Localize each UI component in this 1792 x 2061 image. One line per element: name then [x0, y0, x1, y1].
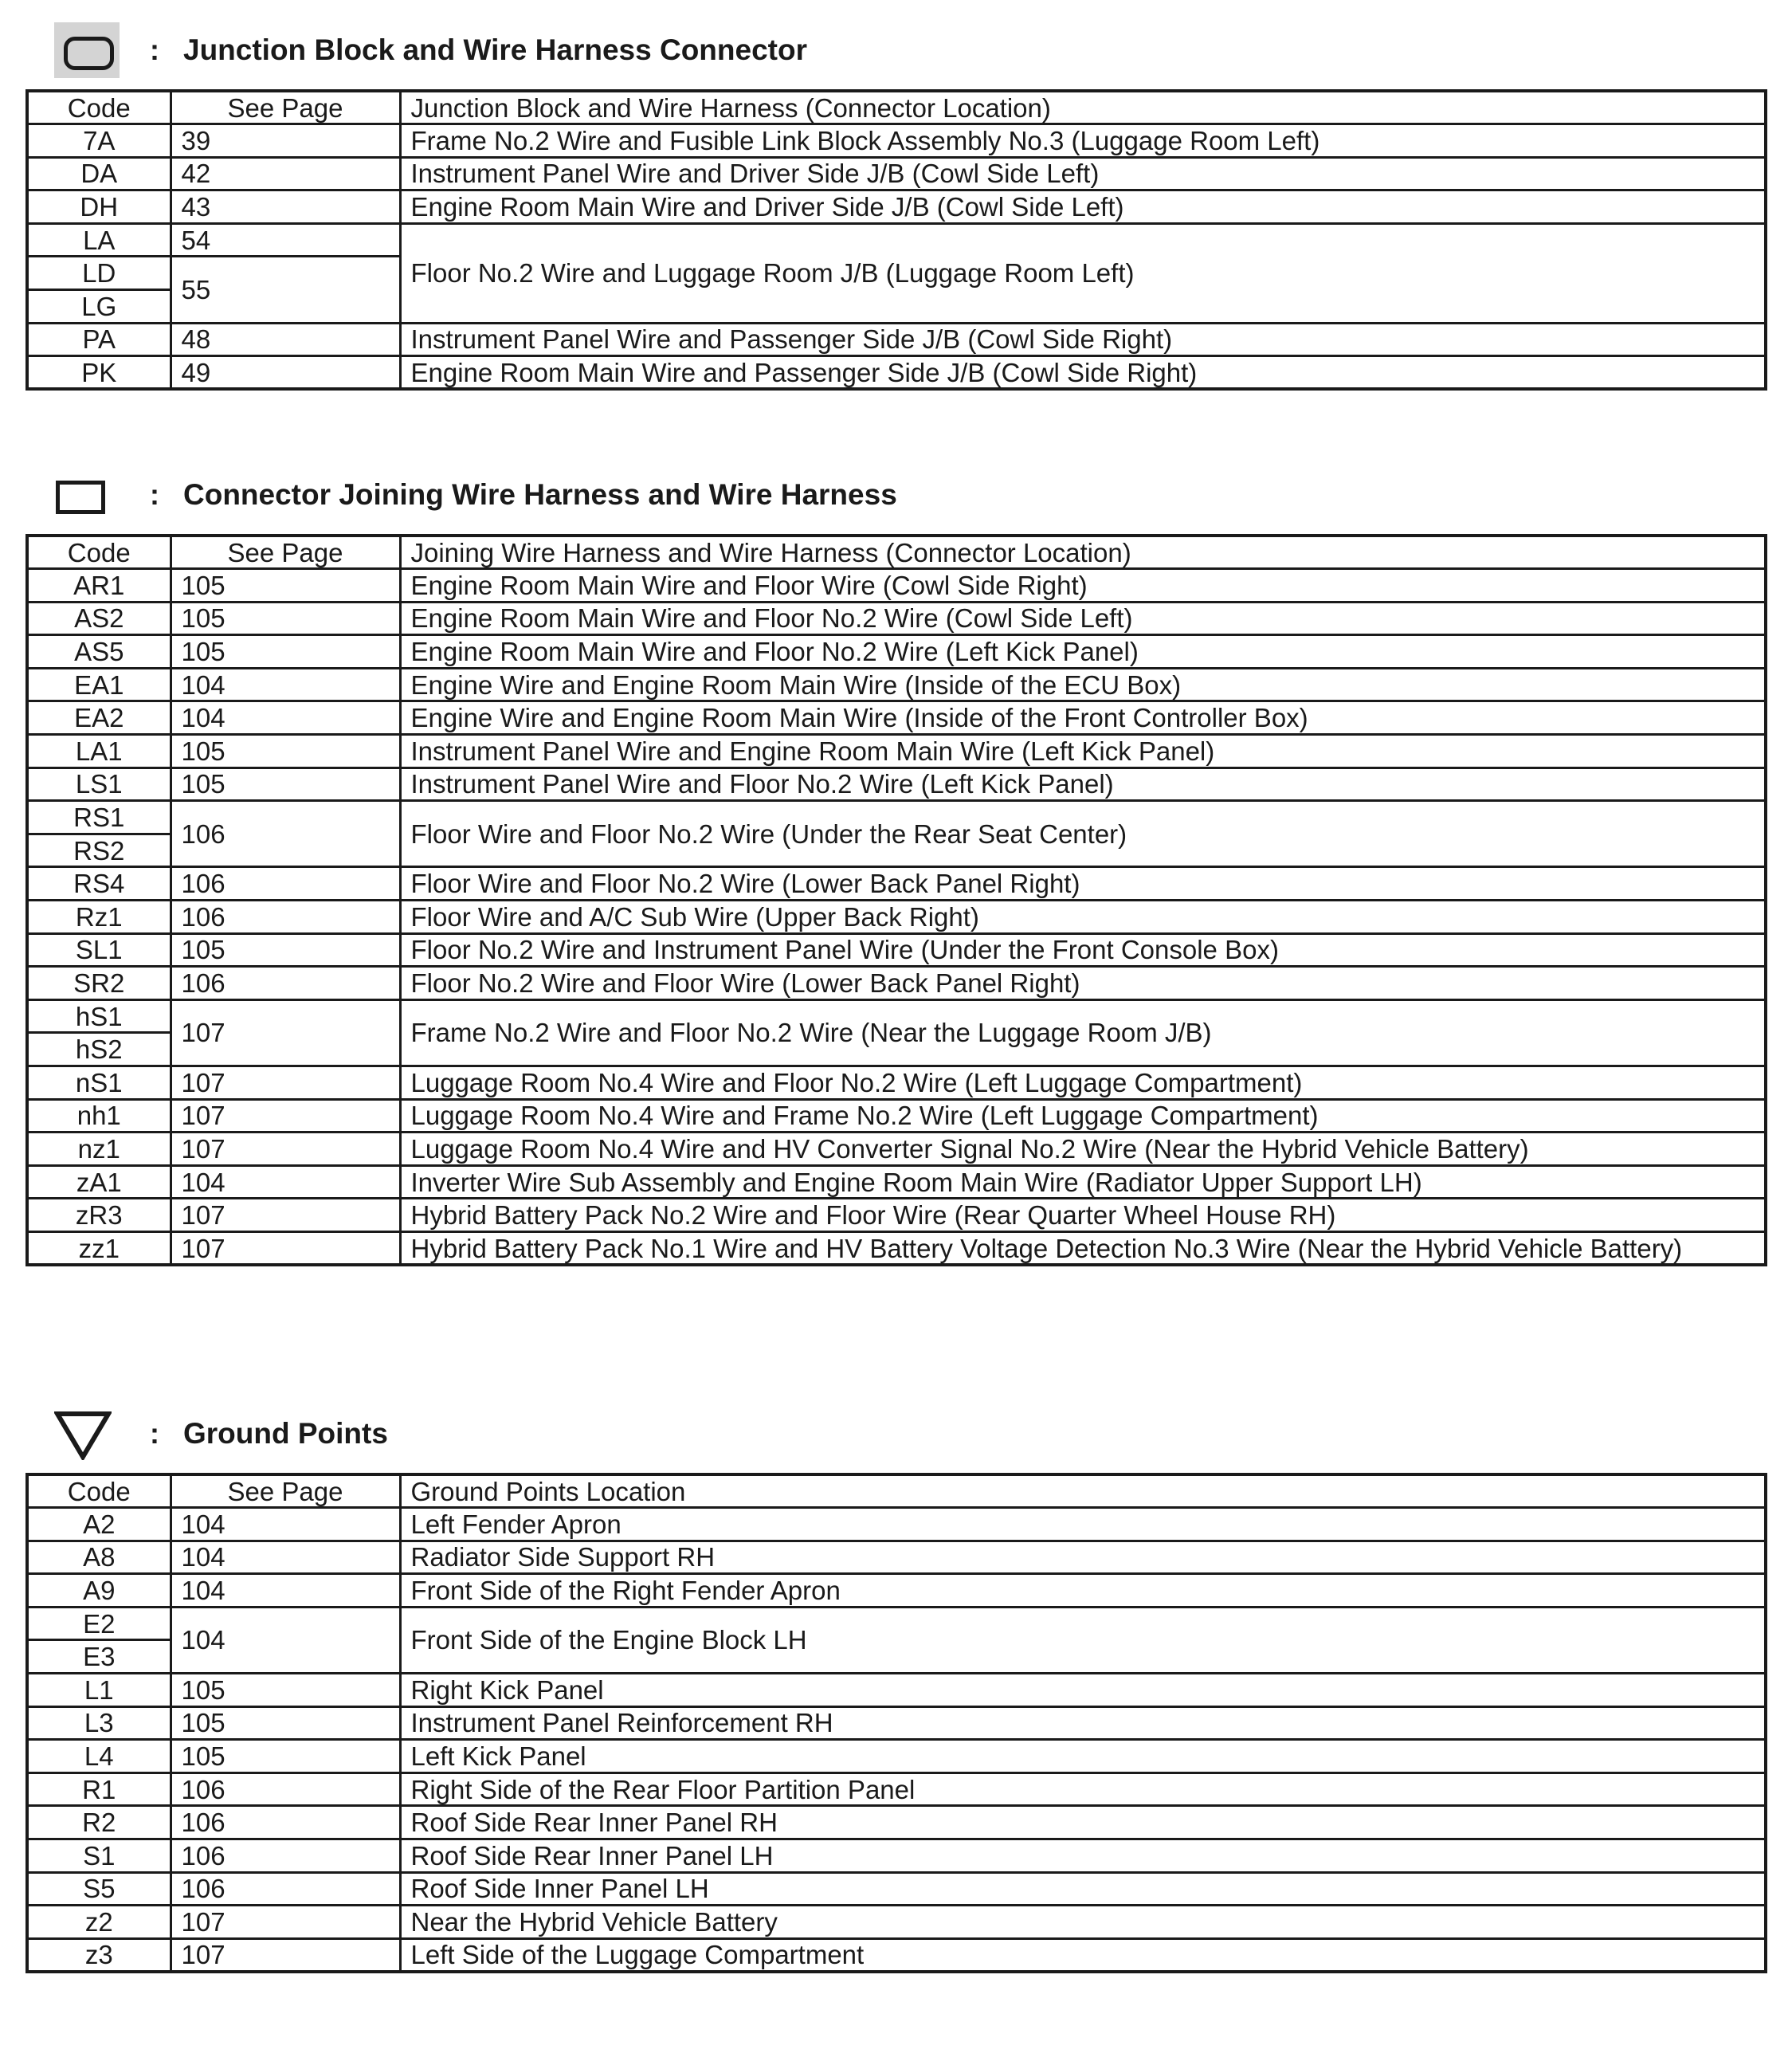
- header-code: Code: [27, 91, 171, 124]
- row-page: 104: [171, 668, 400, 701]
- row-description: Roof Side Inner Panel LH: [400, 1872, 1766, 1906]
- table-row: [27, 1906, 1766, 1939]
- row-description: Inverter Wire Sub Assembly and Engine Room Main Wire (Radiator Upper Support LH): [400, 1165, 1766, 1199]
- row-description: Engine Room Main Wire and Passenger Side J/B (Cowl Side Right): [400, 356, 1766, 390]
- table-row: [27, 157, 1766, 190]
- row-description: Engine Room Main Wire and Floor No.2 Wire (Cowl Side Left): [400, 602, 1766, 635]
- header-page: See Page: [171, 91, 400, 124]
- joining-section-title: Connector Joining Wire Harness and Wire Harness: [183, 478, 897, 511]
- row-code: A2: [27, 1508, 171, 1541]
- ground-colon: :: [150, 1417, 159, 1450]
- row-code: SL1: [27, 933, 171, 967]
- table-row: [27, 1706, 1766, 1740]
- row-page: 106: [171, 1839, 400, 1873]
- square-box-icon: [56, 481, 105, 514]
- row-code: nh1: [27, 1099, 171, 1133]
- row-description: Left Kick Panel: [400, 1740, 1766, 1773]
- row-code: zz1: [27, 1231, 171, 1265]
- row-code: z3: [27, 1938, 171, 1972]
- table-row: [27, 1674, 1766, 1707]
- table-row: [27, 323, 1766, 356]
- row-page: 107: [171, 1133, 400, 1166]
- row-description: Roof Side Rear Inner Panel LH: [400, 1839, 1766, 1873]
- row-page: 39: [171, 124, 400, 158]
- row-description: Floor No.2 Wire and Floor Wire (Lower Back Panel Right): [400, 967, 1766, 1000]
- row-page: 43: [171, 190, 400, 224]
- row-page: 49: [171, 356, 400, 390]
- row-page: 106: [171, 967, 400, 1000]
- row-description: Floor No.2 Wire and Luggage Room J/B (Luggage Room Left): [400, 223, 1766, 323]
- table-row: [27, 1231, 1766, 1265]
- row-code: hS2: [27, 1033, 171, 1066]
- row-description: Floor Wire and A/C Sub Wire (Upper Back Right): [400, 901, 1766, 934]
- row-description: Frame No.2 Wire and Floor No.2 Wire (Near the Luggage Room J/B): [400, 999, 1766, 1066]
- row-code: L1: [27, 1674, 171, 1707]
- row-code: L3: [27, 1706, 171, 1740]
- row-page: 107: [171, 1066, 400, 1100]
- row-page: 55: [171, 257, 400, 323]
- table-row: [27, 635, 1766, 669]
- row-code: zR3: [27, 1199, 171, 1232]
- row-code: LS1: [27, 767, 171, 801]
- table-row: [27, 1839, 1766, 1873]
- row-code: RS2: [27, 834, 171, 867]
- row-code: R1: [27, 1772, 171, 1806]
- row-description: Luggage Room No.4 Wire and HV Converter Signal No.2 Wire (Near the Hybrid Vehicle Battery): [400, 1133, 1766, 1166]
- table-row: [27, 1872, 1766, 1906]
- row-description: Engine Room Main Wire and Floor Wire (Cowl Side Right): [400, 569, 1766, 603]
- row-code: E2: [27, 1607, 171, 1640]
- row-code: A8: [27, 1541, 171, 1574]
- junction-colon: :: [150, 33, 159, 66]
- row-page: 106: [171, 1772, 400, 1806]
- table-row: [27, 1199, 1766, 1232]
- row-page: 54: [171, 223, 400, 257]
- ground-point-symbol-icon: [54, 1411, 112, 1460]
- row-code: zA1: [27, 1165, 171, 1199]
- row-page: 48: [171, 323, 400, 356]
- row-description: Instrument Panel Wire and Driver Side J/B (Cowl Side Left): [400, 157, 1766, 190]
- row-code: A9: [27, 1574, 171, 1608]
- row-description: Instrument Panel Reinforcement RH: [400, 1706, 1766, 1740]
- row-page: 105: [171, 1740, 400, 1773]
- rounded-rect-icon: [64, 37, 114, 70]
- table-row: [27, 1541, 1766, 1574]
- row-page: 107: [171, 999, 400, 1066]
- table-header-row: [27, 91, 1766, 124]
- row-page: 107: [171, 1906, 400, 1939]
- row-code: nS1: [27, 1066, 171, 1100]
- table-row: [27, 1508, 1766, 1541]
- row-page: 104: [171, 1508, 400, 1541]
- row-description: Front Side of the Engine Block LH: [400, 1607, 1766, 1673]
- row-description: Instrument Panel Wire and Floor No.2 Wire (Left Kick Panel): [400, 767, 1766, 801]
- table-row: [27, 1938, 1766, 1972]
- row-code: EA2: [27, 701, 171, 735]
- row-page: 105: [171, 602, 400, 635]
- table-row: [27, 867, 1766, 901]
- row-code: LG: [27, 290, 171, 324]
- row-code: DH: [27, 190, 171, 224]
- row-page: 107: [171, 1938, 400, 1972]
- row-page: 104: [171, 701, 400, 735]
- row-code: EA1: [27, 668, 171, 701]
- table-row: [27, 801, 1766, 834]
- row-page: 106: [171, 901, 400, 934]
- row-page: 106: [171, 801, 400, 867]
- table-row: [27, 1607, 1766, 1640]
- table-row: [27, 124, 1766, 158]
- row-page: 105: [171, 767, 400, 801]
- row-description: Instrument Panel Wire and Passenger Side J/B (Cowl Side Right): [400, 323, 1766, 356]
- row-description: Floor No.2 Wire and Instrument Panel Wire (Under the Front Console Box): [400, 933, 1766, 967]
- table-row: [27, 1133, 1766, 1166]
- row-page: 105: [171, 569, 400, 603]
- row-code: AS5: [27, 635, 171, 669]
- row-code: LA: [27, 223, 171, 257]
- table-row: [27, 1806, 1766, 1839]
- table-row: [27, 1740, 1766, 1773]
- junction-table: [25, 89, 1767, 391]
- row-page: 106: [171, 1872, 400, 1906]
- row-page: 106: [171, 1806, 400, 1839]
- header-page: See Page: [171, 1474, 400, 1508]
- row-code: Rz1: [27, 901, 171, 934]
- row-code: 7A: [27, 124, 171, 158]
- row-code: AR1: [27, 569, 171, 603]
- row-description: Left Fender Apron: [400, 1508, 1766, 1541]
- row-code: RS4: [27, 867, 171, 901]
- row-description: Near the Hybrid Vehicle Battery: [400, 1906, 1766, 1939]
- table-row: [27, 1772, 1766, 1806]
- row-description: Hybrid Battery Pack No.1 Wire and HV Battery Voltage Detection No.3 Wire (Near the Hybrid Vehicle Battery): [400, 1231, 1766, 1265]
- row-code: S5: [27, 1872, 171, 1906]
- table-row: [27, 668, 1766, 701]
- table-row: [27, 356, 1766, 390]
- table-row: [27, 190, 1766, 224]
- row-page: 106: [171, 867, 400, 901]
- row-code: DA: [27, 157, 171, 190]
- row-page: 104: [171, 1541, 400, 1574]
- row-description: Luggage Room No.4 Wire and Floor No.2 Wire (Left Luggage Compartment): [400, 1066, 1766, 1100]
- row-code: R2: [27, 1806, 171, 1839]
- row-page: 104: [171, 1607, 400, 1673]
- header-description: Junction Block and Wire Harness (Connector Location): [400, 91, 1766, 124]
- row-page: 107: [171, 1099, 400, 1133]
- table-header-row: [27, 1474, 1766, 1508]
- joining-table: [25, 534, 1767, 1266]
- row-code: AS2: [27, 602, 171, 635]
- header-code: Code: [27, 1474, 171, 1508]
- row-description: Right Kick Panel: [400, 1674, 1766, 1707]
- row-page: 105: [171, 635, 400, 669]
- row-code: L4: [27, 1740, 171, 1773]
- row-code: SR2: [27, 967, 171, 1000]
- header-page: See Page: [171, 536, 400, 569]
- row-code: z2: [27, 1906, 171, 1939]
- ground-section-title: Ground Points: [183, 1417, 388, 1450]
- row-code: nz1: [27, 1133, 171, 1166]
- table-row: [27, 735, 1766, 768]
- row-description: Luggage Room No.4 Wire and Frame No.2 Wire (Left Luggage Compartment): [400, 1099, 1766, 1133]
- table-row: [27, 1165, 1766, 1199]
- header-description: Joining Wire Harness and Wire Harness (Connector Location): [400, 536, 1766, 569]
- table-row: [27, 1099, 1766, 1133]
- joining-colon: :: [150, 478, 159, 511]
- table-row: [27, 223, 1766, 257]
- row-code: hS1: [27, 999, 171, 1033]
- row-page: 104: [171, 1165, 400, 1199]
- row-description: Left Side of the Luggage Compartment: [400, 1938, 1766, 1972]
- row-code: LA1: [27, 735, 171, 768]
- table-row: [27, 701, 1766, 735]
- table-row: [27, 901, 1766, 934]
- table-row: [27, 967, 1766, 1000]
- header-code: Code: [27, 536, 171, 569]
- row-code: PA: [27, 323, 171, 356]
- table-row: [27, 999, 1766, 1033]
- row-page: 107: [171, 1199, 400, 1232]
- row-description: Engine Wire and Engine Room Main Wire (Inside of the ECU Box): [400, 668, 1766, 701]
- table-row: [27, 933, 1766, 967]
- row-code: E3: [27, 1640, 171, 1674]
- header-description: Ground Points Location: [400, 1474, 1766, 1508]
- row-description: Floor Wire and Floor No.2 Wire (Under the Rear Seat Center): [400, 801, 1766, 867]
- row-code: S1: [27, 1839, 171, 1873]
- table-row: [27, 767, 1766, 801]
- junction-block-symbol-icon: [54, 22, 120, 78]
- table-row: [27, 1574, 1766, 1608]
- row-code: LD: [27, 257, 171, 290]
- row-description: Engine Room Main Wire and Floor No.2 Wire (Left Kick Panel): [400, 635, 1766, 669]
- row-description: Engine Wire and Engine Room Main Wire (Inside of the Front Controller Box): [400, 701, 1766, 735]
- row-description: Hybrid Battery Pack No.2 Wire and Floor Wire (Rear Quarter Wheel House RH): [400, 1199, 1766, 1232]
- row-description: Floor Wire and Floor No.2 Wire (Lower Back Panel Right): [400, 867, 1766, 901]
- row-code: PK: [27, 356, 171, 390]
- row-description: Instrument Panel Wire and Engine Room Main Wire (Left Kick Panel): [400, 735, 1766, 768]
- row-page: 105: [171, 1706, 400, 1740]
- row-page: 42: [171, 157, 400, 190]
- row-page: 105: [171, 1674, 400, 1707]
- table-row: [27, 602, 1766, 635]
- row-description: Engine Room Main Wire and Driver Side J/B (Cowl Side Left): [400, 190, 1766, 224]
- row-code: RS1: [27, 801, 171, 834]
- junction-section-title: Junction Block and Wire Harness Connector: [183, 33, 807, 66]
- joining-connector-symbol-icon: [56, 481, 105, 514]
- row-description: Roof Side Rear Inner Panel RH: [400, 1806, 1766, 1839]
- row-description: Frame No.2 Wire and Fusible Link Block Assembly No.3 (Luggage Room Left): [400, 124, 1766, 158]
- row-page: 105: [171, 735, 400, 768]
- table-header-row: [27, 536, 1766, 569]
- triangle-down-icon: [54, 1411, 112, 1460]
- row-page: 107: [171, 1231, 400, 1265]
- row-page: 105: [171, 933, 400, 967]
- row-description: Front Side of the Right Fender Apron: [400, 1574, 1766, 1608]
- table-row: [27, 1066, 1766, 1100]
- row-description: Radiator Side Support RH: [400, 1541, 1766, 1574]
- table-row: [27, 569, 1766, 603]
- ground-table: [25, 1473, 1767, 1973]
- row-description: Right Side of the Rear Floor Partition Panel: [400, 1772, 1766, 1806]
- row-page: 104: [171, 1574, 400, 1608]
